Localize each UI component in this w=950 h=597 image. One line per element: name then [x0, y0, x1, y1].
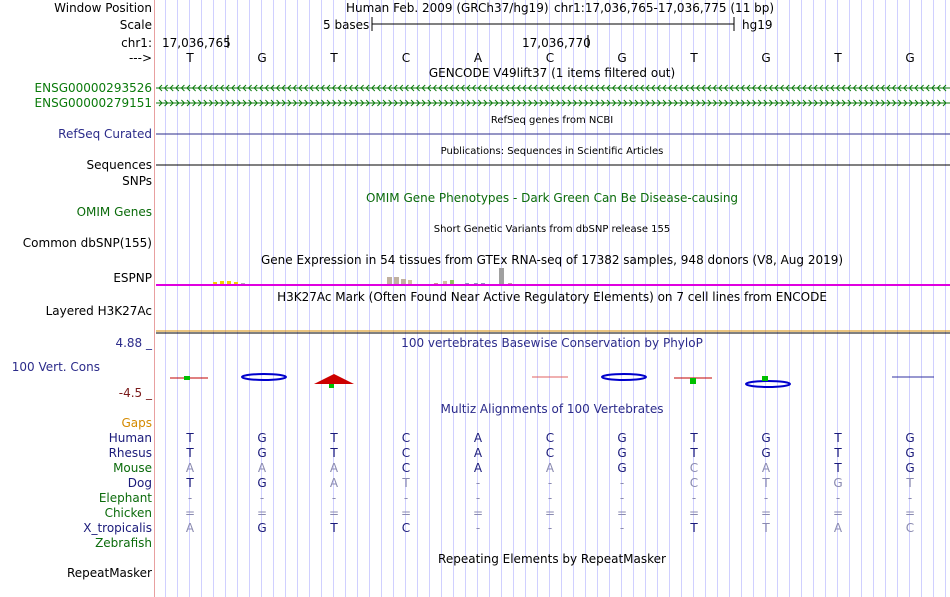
alignment-base: T	[834, 431, 842, 445]
alignment-base: C	[401, 431, 411, 445]
gencode-title: GENCODE V49lift37 (1 items filtered out)	[428, 66, 676, 80]
alignment-base: T	[762, 521, 770, 535]
alignment-base: A	[257, 461, 267, 475]
alignment-base: G	[761, 446, 771, 460]
alignment-base: =	[184, 506, 196, 520]
alignment-base: -	[835, 491, 841, 505]
alignment-base: A	[761, 461, 771, 475]
strand-arrow-label: --->	[128, 51, 152, 65]
gtex-bar	[474, 283, 478, 284]
alignment-base: T	[186, 446, 194, 460]
alignment-base: =	[832, 506, 844, 520]
phylop-glyph	[242, 374, 286, 380]
alignment-base: C	[545, 446, 555, 460]
phylop-glyph	[746, 381, 790, 387]
alignment-base: A	[185, 461, 195, 475]
alignment-base: C	[401, 461, 411, 475]
phylop-max: 4.88 _	[115, 336, 152, 350]
gtex-bar	[508, 283, 512, 284]
alignment-base: T	[186, 431, 194, 445]
phylop-glyph	[762, 376, 768, 381]
scale-db: hg19	[742, 18, 773, 32]
alignment-base: =	[400, 506, 412, 520]
pubs-title: Publications: Sequences in Scientific Articles	[440, 146, 664, 157]
reference-base: T	[186, 51, 194, 65]
gtex-bar	[499, 268, 504, 284]
window-position-label: Window Position	[54, 1, 152, 15]
phylop-glyph	[329, 384, 334, 388]
species-label: Mouse	[113, 461, 152, 475]
alignment-base: C	[401, 521, 411, 535]
gencode-gene-1[interactable]: ENSG00000293526	[34, 81, 152, 95]
gtex-title: Gene Expression in 54 tissues from GTEx RNA-seq of 17382 samples, 948 donors (V8, Aug 2019)	[260, 253, 844, 267]
gtex-bar	[213, 282, 217, 284]
alignment-base: G	[257, 521, 267, 535]
scale-text: 5 bases	[323, 18, 370, 32]
alignment-base: -	[403, 491, 409, 505]
phylop-glyph	[314, 374, 354, 384]
alignment-base: G	[257, 446, 267, 460]
alignment-base: A	[545, 461, 555, 475]
alignment-base: T	[690, 521, 698, 535]
alignment-base: =	[544, 506, 556, 520]
alignment-base: A	[185, 521, 195, 535]
alignment-base: -	[475, 476, 481, 490]
alignment-base: -	[691, 491, 697, 505]
alignment-base: A	[473, 461, 483, 475]
reference-base: T	[834, 51, 842, 65]
alignment-base: A	[473, 446, 483, 460]
alignment-base: A	[833, 521, 843, 535]
refseq-label[interactable]: RefSeq Curated	[58, 127, 152, 141]
omim-label[interactable]: OMIM Genes	[76, 205, 152, 219]
alignment-base: G	[761, 431, 771, 445]
alignment-base: T	[330, 431, 338, 445]
phylop-min: -4.5 _	[118, 386, 152, 400]
gtex-bars	[213, 268, 512, 284]
alignment-base: C	[689, 461, 699, 475]
alignment-base: =	[256, 506, 268, 520]
alignment-base: =	[328, 506, 340, 520]
alignment-base: G	[617, 461, 627, 475]
dbsnp-label[interactable]: Common dbSNP(155)	[22, 236, 152, 250]
alignment-base: T	[834, 446, 842, 460]
alignment-base: T	[906, 476, 914, 490]
gtex-bar	[450, 280, 454, 284]
alignment-base: G	[833, 476, 843, 490]
reference-base: A	[473, 51, 483, 65]
phylop-glyph	[690, 378, 696, 384]
alignment-base: =	[688, 506, 700, 520]
reference-base: T	[330, 51, 338, 65]
alignment-base: G	[905, 431, 915, 445]
alignment-base: G	[257, 476, 267, 490]
alignment-base: =	[904, 506, 916, 520]
refseq-title: RefSeq genes from NCBI	[490, 115, 614, 126]
phylop-glyph	[602, 374, 646, 380]
species-label: Elephant	[98, 491, 152, 505]
alignment-base: T	[330, 446, 338, 460]
alignment-base: T	[690, 446, 698, 460]
alignment-base: T	[690, 431, 698, 445]
alignment-base: T	[330, 521, 338, 535]
alignment-base: A	[329, 476, 339, 490]
repeat-label[interactable]: RepeatMasker	[66, 566, 152, 580]
alignment-base: -	[547, 476, 553, 490]
gtex-bar	[408, 280, 412, 284]
alignment-base: G	[905, 446, 915, 460]
chr-label: chr1:	[121, 36, 152, 50]
scale-label: Scale	[119, 18, 152, 32]
gtex-bar	[434, 283, 438, 284]
alignment-base: T	[186, 476, 194, 490]
gtex-bar	[443, 281, 447, 284]
alignment-base: A	[329, 461, 339, 475]
assembly-title: Human Feb. 2009 (GRCh37/hg19)	[346, 1, 549, 15]
gaps-label: Gaps	[121, 416, 152, 430]
dbsnp-title: Short Genetic Variants from dbSNP release 155	[433, 224, 671, 235]
gencode-gene-2[interactable]: ENSG00000279151	[34, 96, 152, 110]
alignment-base: -	[619, 476, 625, 490]
alignment-base: -	[547, 491, 553, 505]
gtex-bar	[234, 282, 238, 284]
position-readout: chr1:17,036,765-17,036,775 (11 bp)	[554, 1, 775, 15]
alignment-base: G	[617, 431, 627, 445]
alignment-base: -	[475, 491, 481, 505]
reference-base: C	[401, 51, 411, 65]
alignment-base: -	[331, 491, 337, 505]
reference-base: G	[761, 51, 771, 65]
species-label: Human	[108, 431, 152, 445]
sequences-label[interactable]: Sequences	[86, 158, 152, 172]
repeat-title: Repeating Elements by RepeatMasker	[438, 552, 666, 566]
multiz-title: Multiz Alignments of 100 Vertebrates	[440, 402, 664, 416]
gencode-gene-1-line[interactable]	[156, 85, 950, 91]
species-label: Zebrafish	[95, 536, 152, 550]
alignment-base: =	[760, 506, 772, 520]
h3k27-label[interactable]: Layered H3K27Ac	[45, 304, 152, 318]
gtex-bar	[227, 281, 231, 284]
tick-label-1: 17,036,765	[162, 36, 231, 50]
alignment-base: -	[907, 491, 913, 505]
alignment-base: T	[834, 461, 842, 475]
gtex-bar	[394, 277, 399, 284]
alignment-base: =	[616, 506, 628, 520]
species-label: Chicken	[104, 506, 152, 520]
phylop-glyph	[184, 376, 190, 380]
alignment-base: -	[259, 491, 265, 505]
reference-base: G	[617, 51, 627, 65]
alignment-base: C	[905, 521, 915, 535]
phylop-label[interactable]: 100 Vert. Cons	[11, 360, 100, 374]
alignment-base: T	[402, 476, 410, 490]
alignment-base: -	[187, 491, 193, 505]
gtex-bar	[241, 283, 245, 284]
espnp-label[interactable]: ESPNP	[113, 271, 152, 285]
phylop-title: 100 vertebrates Basewise Conservation by PhyloP	[401, 336, 703, 350]
gencode-gene-2-line[interactable]	[156, 100, 950, 106]
reference-base: C	[545, 51, 555, 65]
alignment-base: A	[473, 431, 483, 445]
alignment-base: -	[619, 491, 625, 505]
h3k27-title: H3K27Ac Mark (Often Found Near Active Regulatory Elements) on 7 cell lines from ENCODE	[277, 290, 827, 304]
alignment-base: C	[689, 476, 699, 490]
alignment-base: -	[619, 521, 625, 535]
gtex-bar	[465, 283, 469, 284]
alignment-base: T	[762, 476, 770, 490]
phylop-logos	[170, 374, 934, 388]
species-label: X_tropicalis	[83, 521, 152, 535]
gtex-bar	[481, 283, 485, 284]
alignment-base: G	[617, 446, 627, 460]
gtex-bar	[387, 277, 392, 284]
alignment-base: -	[763, 491, 769, 505]
gtex-bar	[401, 279, 406, 284]
alignment-base: G	[905, 461, 915, 475]
alignment-base: G	[257, 431, 267, 445]
alignment-base: -	[547, 521, 553, 535]
reference-base: T	[690, 51, 698, 65]
alignment-base: C	[545, 431, 555, 445]
gtex-bar	[220, 281, 224, 284]
alignment-base: C	[401, 446, 411, 460]
species-label: Rhesus	[108, 446, 152, 460]
reference-base: G	[905, 51, 915, 65]
reference-base: G	[257, 51, 267, 65]
omim-title: OMIM Gene Phenotypes - Dark Green Can Be Disease-causing	[365, 191, 739, 205]
alignment-base: =	[472, 506, 484, 520]
alignment-base: -	[475, 521, 481, 535]
tick-label-2: 17,036,770	[522, 36, 591, 50]
snps-label[interactable]: SNPs	[122, 174, 152, 188]
species-label: Dog	[127, 476, 152, 490]
